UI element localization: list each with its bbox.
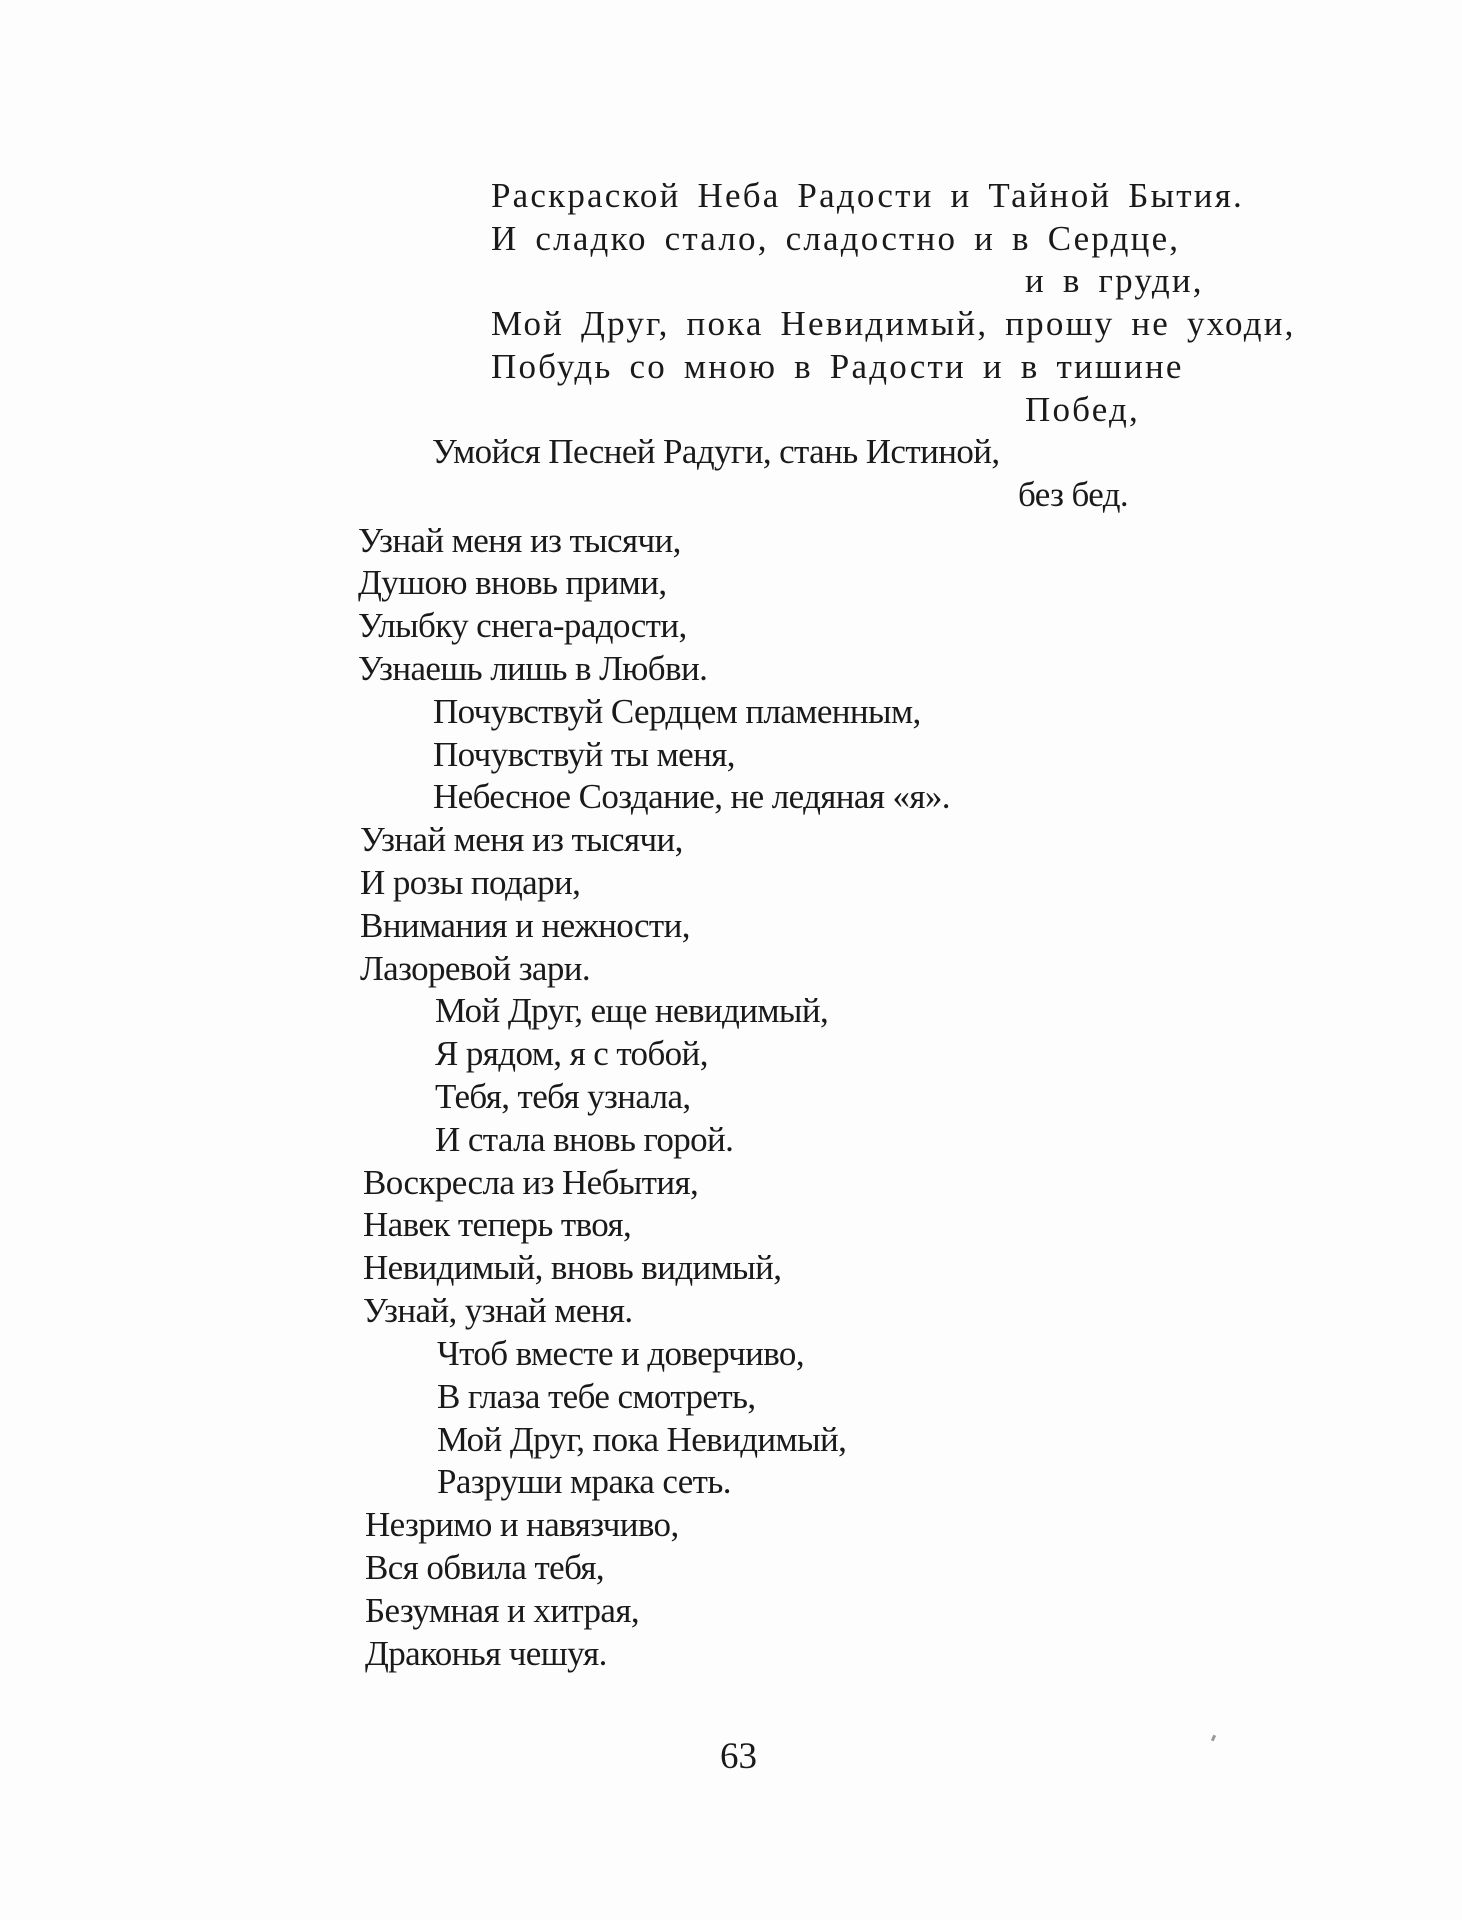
poem-line: Почувствуй ты меня, [433,735,735,774]
poem-line: Почувствуй Сердцем пламенным, [433,692,921,731]
poem-line: Лазоревой зари. [360,949,591,988]
poem-line: Драконья чешуя. [365,1634,607,1673]
poem-line: Узнай меня из тысячи, [358,521,681,560]
poem-line: Узнай меня из тысячи, [360,820,683,859]
poem-line: Душою вновь прими, [358,563,667,602]
poem-line: Небесное Создание, не ледяная «я». [433,777,950,816]
poem-line: Чтоб вместе и доверчиво, [437,1334,804,1373]
poem-line: Улыбку снега-радости, [358,606,687,645]
poem-line: Узнай, узнай меня. [363,1291,633,1330]
poem-line: Воскресла из Небытия, [363,1163,699,1202]
poem-line: В глаза тебе смотреть, [437,1377,756,1416]
poem-line: Тебя, тебя узнала, [435,1077,691,1116]
poem-line: И сладко стало, сладостно и в Сердце, [491,219,1181,258]
poem-line: Побудь со мною в Радости и в тишине [491,347,1184,386]
poem-line: Побед, [1025,390,1140,429]
poem-line: Внимания и нежности, [360,906,690,945]
page-number: 63 [720,1736,757,1777]
poem-line: Разруши мрака сеть. [437,1462,731,1501]
scan-speck [1211,1735,1216,1742]
poem-line: без бед. [1018,475,1129,514]
poem-line: и в груди, [1025,261,1204,300]
poem-line: И розы подари, [360,863,581,902]
poem-line: Умойся Песней Радуги, стань Истиной, [432,432,1000,471]
poem-line: Мой Друг, еще невидимый, [435,991,829,1030]
poem-line: Я рядом, я с тобой, [435,1034,708,1073]
poem-line: Узнаешь лишь в Любви. [358,649,708,688]
poem-line: Мой Друг, пока Невидимый, прошу не уходи, [491,304,1296,343]
poem-line: Навек теперь твоя, [363,1205,632,1244]
poem-line: Незримо и навязчиво, [365,1505,679,1544]
poem-line: Вся обвила тебя, [365,1548,605,1587]
poem-line: Невидимый, вновь видимый, [363,1248,782,1287]
poem-line: Раскраской Неба Радости и Тайной Бытия. [491,176,1244,215]
poem-line: Мой Друг, пока Невидимый, [437,1420,847,1459]
poem-line: Безумная и хитрая, [365,1591,639,1630]
poem-line: И стала вновь горой. [435,1120,734,1159]
